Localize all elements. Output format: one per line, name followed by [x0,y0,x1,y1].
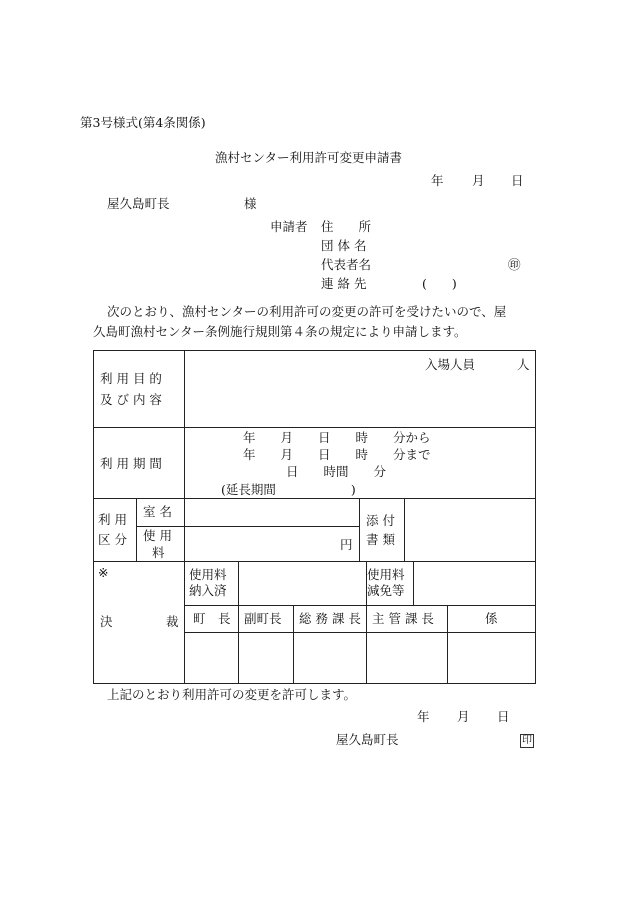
addressee-honorific: 様 [244,196,257,211]
footer-date-month: 月 [457,709,470,724]
form-number: 第3号様式(第4条関係) [80,115,206,130]
room-field[interactable] [186,500,357,524]
attachment-label-1: 添 付 [366,513,395,528]
attachment-label-2: 書 類 [366,532,395,547]
date-month: 月 [472,173,485,188]
fee-unit: 円 [340,537,353,552]
addressee-name: 屋久島町長 [107,196,170,211]
attendees-unit: 人 [517,357,530,372]
fee-reduction-label-1: 使用料 [367,567,405,582]
representative-label: 代表者名 [321,257,372,272]
category-label-2: 区 分 [98,532,127,547]
fee-label-2: 料 [152,545,165,560]
organization-label: 団 体 名 [321,238,367,253]
applicant-label: 申請者 [270,219,308,234]
footer-date-day: 日 [497,709,510,724]
decision-label-2: 裁 [166,614,179,629]
application-form-table [93,350,536,684]
body-text-line1: 次のとおり、漁村センターの利用許可の変更の許可を受けたいので、屋 [107,304,507,319]
address-label: 住 所 [321,219,372,234]
seal-mark: ㊞ [508,257,521,272]
fee-field[interactable] [186,528,357,559]
document-title: 漁村センター利用許可変更申請書 [215,150,403,165]
note-mark: ※ [98,565,109,580]
date-day: 日 [511,173,524,188]
attendees-label: 入場人員 [425,357,476,372]
purpose-label-1: 利 用 目 的 [100,371,162,386]
approver-general-affairs-chief: 総 務 課 長 [299,611,361,626]
attachment-field[interactable] [406,500,534,559]
period-label: 利 用 期 間 [100,456,162,471]
fee-paid-label-1: 使用料 [189,567,227,582]
purpose-label-2: 及 び 内 容 [100,392,162,407]
period-duration: 日 時間 分 [286,464,387,479]
period-extension: (延長期間 ) [221,482,356,497]
fee-paid-label-2: 納入済 [189,583,227,598]
approver-deputy-mayor: 副町長 [244,611,282,626]
contact-label: 連 絡 先 [321,276,367,291]
contact-paren: ( ) [422,276,457,291]
period-to: 年 月 日 時 分まで [243,447,431,462]
room-label: 室 名 [143,504,172,519]
decision-label-1: 決 [100,614,113,629]
body-text-line2: 久島町漁村センター条例施行規則第４条の規定により申請します。 [93,324,467,339]
approval-text: 上記のとおり利用許可の変更を許可します。 [107,687,357,702]
footer-mayor: 屋久島町長 [336,732,399,747]
official-seal-mark: 印 [522,735,532,746]
fee-label-1: 使 用 [143,528,172,543]
approver-staff: 係 [485,611,498,626]
date-year: 年 [431,173,444,188]
category-label-1: 利 用 [98,512,127,527]
purpose-field[interactable] [186,375,534,425]
footer-date-year: 年 [417,709,430,724]
approver-department-chief: 主 管 課 長 [372,611,434,626]
period-from: 年 月 日 時 分から [243,430,431,445]
fee-reduction-label-2: 減免等 [367,583,405,598]
approver-mayor: 町 長 [193,611,231,626]
